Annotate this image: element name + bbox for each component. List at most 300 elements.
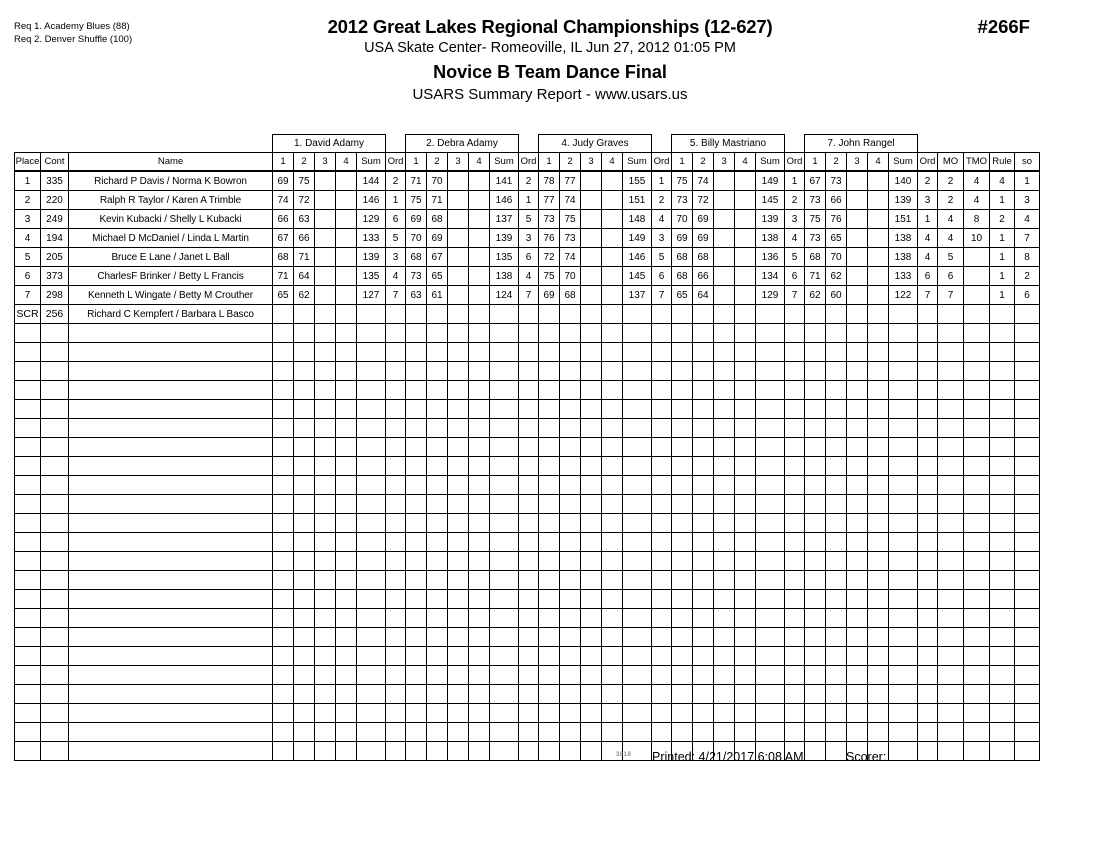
- cell-empty: [294, 685, 315, 704]
- cell-j1-sum: 129: [357, 210, 386, 229]
- cell-empty: [273, 438, 294, 457]
- cell-place: 1: [15, 171, 41, 191]
- cell-empty: [1015, 476, 1040, 495]
- cell-empty: [714, 609, 735, 628]
- cell-empty: [69, 666, 273, 685]
- cell-j5-score3: [847, 171, 868, 191]
- table-row-empty[interactable]: [15, 514, 1040, 533]
- table-row-empty[interactable]: [15, 495, 1040, 514]
- cell-empty: [826, 609, 847, 628]
- table-row-empty[interactable]: [15, 723, 1040, 742]
- cell-empty: [560, 495, 581, 514]
- cell-empty: [918, 362, 938, 381]
- cell-empty: [560, 609, 581, 628]
- cell-empty: [15, 343, 41, 362]
- cell-empty: [693, 457, 714, 476]
- cell-j2-score3: [448, 248, 469, 267]
- requirement-line-2: Req 2. Denver Shuffle (100): [14, 33, 133, 45]
- cell-empty: [785, 609, 805, 628]
- cell-empty: [315, 400, 336, 419]
- judge-name-2: 2. Debra Adamy: [406, 135, 519, 153]
- cell-j1-score3: [315, 191, 336, 210]
- table-row-empty[interactable]: [15, 571, 1040, 590]
- cell-j5-score4: [868, 210, 889, 229]
- cell-empty: [714, 438, 735, 457]
- table-row-empty[interactable]: [15, 419, 1040, 438]
- table-row-empty[interactable]: [15, 362, 1040, 381]
- cell-name: Richard C Kempfert / Barbara L Basco: [69, 305, 273, 324]
- cell-j3-score3: [581, 191, 602, 210]
- cell-empty: [69, 533, 273, 552]
- printed-timestamp: Printed: 4/21/2017 6:08 AM: [652, 750, 804, 764]
- cell-empty: [785, 533, 805, 552]
- header-tmo: TMO: [964, 153, 990, 172]
- cell-empty: [918, 400, 938, 419]
- cell-name: Kenneth L Wingate / Betty M Crouther: [69, 286, 273, 305]
- cell-empty: [581, 590, 602, 609]
- cell-j2-score4: [469, 305, 490, 324]
- cell-empty: [623, 533, 652, 552]
- cell-empty: [41, 324, 69, 343]
- cell-empty: [889, 457, 918, 476]
- cell-empty: [315, 571, 336, 590]
- cell-empty: [427, 552, 448, 571]
- table-row-empty[interactable]: [15, 609, 1040, 628]
- cell-j3-score1: 76: [539, 229, 560, 248]
- cell-empty: [847, 647, 868, 666]
- cell-empty: [756, 628, 785, 647]
- cell-j3-score2: 77: [560, 171, 581, 191]
- table-row[interactable]: [15, 210, 1040, 229]
- cell-empty: [386, 666, 406, 685]
- cell-mo: 5: [938, 248, 964, 267]
- cell-empty: [889, 343, 918, 362]
- cell-j2-score3: [448, 267, 469, 286]
- cell-empty: [15, 742, 41, 761]
- cell-j1-score4: [336, 248, 357, 267]
- cell-empty: [315, 666, 336, 685]
- cell-empty: [918, 476, 938, 495]
- cell-empty: [805, 685, 826, 704]
- table-row[interactable]: [15, 305, 1040, 324]
- cell-empty: [469, 343, 490, 362]
- cell-empty: [519, 381, 539, 400]
- cell-empty: [490, 666, 519, 685]
- cell-empty: [735, 590, 756, 609]
- cell-empty: [964, 609, 990, 628]
- cell-mo: 6: [938, 267, 964, 286]
- header-j2-sum: Sum: [490, 153, 519, 172]
- cell-empty: [69, 438, 273, 457]
- cell-empty: [427, 609, 448, 628]
- cell-j3-ord: 4: [652, 210, 672, 229]
- cell-empty: [1015, 571, 1040, 590]
- cell-empty: [386, 457, 406, 476]
- cell-empty: [652, 723, 672, 742]
- cell-empty: [623, 723, 652, 742]
- table-row-empty[interactable]: [15, 590, 1040, 609]
- cell-empty: [519, 552, 539, 571]
- cell-empty: [735, 609, 756, 628]
- cell-empty: [273, 343, 294, 362]
- cell-empty: [69, 590, 273, 609]
- cell-empty: [805, 552, 826, 571]
- judge-name-4: 5. Billy Mastriano: [672, 135, 785, 153]
- cell-j2-score2: 71: [427, 191, 448, 210]
- cell-empty: [294, 343, 315, 362]
- cell-empty: [990, 533, 1015, 552]
- cell-empty: [539, 419, 560, 438]
- cell-empty: [889, 495, 918, 514]
- cell-j5-score1: 71: [805, 267, 826, 286]
- table-row-empty[interactable]: [15, 552, 1040, 571]
- cell-empty: [336, 381, 357, 400]
- cell-empty: [469, 362, 490, 381]
- cell-empty: [490, 476, 519, 495]
- report-subtitle: USARS Summary Report - www.usars.us: [412, 86, 688, 103]
- cell-cont: 220: [41, 191, 69, 210]
- cell-empty: [406, 723, 427, 742]
- table-row-empty[interactable]: [15, 324, 1040, 343]
- cell-empty: [964, 685, 990, 704]
- cell-empty: [805, 381, 826, 400]
- cell-j3-score4: [602, 286, 623, 305]
- cell-empty: [357, 419, 386, 438]
- cell-empty: [560, 723, 581, 742]
- cell-empty: [581, 438, 602, 457]
- cell-empty: [406, 381, 427, 400]
- cell-empty: [889, 400, 918, 419]
- cell-place: 3: [15, 210, 41, 229]
- table-row[interactable]: [15, 171, 1040, 191]
- cell-j3-score3: [581, 210, 602, 229]
- cell-empty: [735, 400, 756, 419]
- cell-empty: [386, 419, 406, 438]
- cell-empty: [519, 419, 539, 438]
- cell-rule: 4: [990, 171, 1015, 191]
- cell-empty: [672, 400, 693, 419]
- cell-empty: [519, 685, 539, 704]
- cell-empty: [714, 457, 735, 476]
- table-row-empty[interactable]: [15, 533, 1040, 552]
- cell-empty: [826, 362, 847, 381]
- cell-tmo: 8: [964, 210, 990, 229]
- cell-j4-sum: 149: [756, 171, 785, 191]
- cell-empty: [357, 571, 386, 590]
- cell-empty: [918, 666, 938, 685]
- cell-j2-ord: 1: [519, 191, 539, 210]
- cell-j1-sum: [357, 305, 386, 324]
- cell-j3-score2: [560, 305, 581, 324]
- cell-j2-score1: 70: [406, 229, 427, 248]
- cell-empty: [336, 571, 357, 590]
- cell-empty: [448, 590, 469, 609]
- header-name: Name: [69, 153, 273, 172]
- cell-empty: [847, 704, 868, 723]
- cell-empty: [602, 704, 623, 723]
- cell-empty: [448, 457, 469, 476]
- cell-empty: [581, 704, 602, 723]
- cell-empty: [490, 647, 519, 666]
- cell-empty: [315, 343, 336, 362]
- cell-empty: [69, 514, 273, 533]
- cell-j5-score1: 73: [805, 229, 826, 248]
- cell-empty: [448, 419, 469, 438]
- header-j5-3: 3: [847, 153, 868, 172]
- cell-empty: [519, 457, 539, 476]
- cell-j4-sum: 134: [756, 267, 785, 286]
- cell-j2-score4: [469, 267, 490, 286]
- header-j5-1: 1: [805, 153, 826, 172]
- cell-j5-score4: [868, 305, 889, 324]
- header-j1-4: 4: [336, 153, 357, 172]
- cell-empty: [41, 590, 69, 609]
- table-row-empty[interactable]: [15, 628, 1040, 647]
- cell-empty: [69, 685, 273, 704]
- cell-empty: [735, 476, 756, 495]
- table-row-empty[interactable]: [15, 647, 1040, 666]
- cell-empty: [519, 647, 539, 666]
- cell-empty: [490, 552, 519, 571]
- cell-empty: [539, 647, 560, 666]
- cell-empty: [519, 609, 539, 628]
- cell-empty: [15, 685, 41, 704]
- cell-empty: [1015, 533, 1040, 552]
- cell-j3-score4: [602, 191, 623, 210]
- cell-j2-score2: 65: [427, 267, 448, 286]
- cell-empty: [652, 666, 672, 685]
- cell-empty: [406, 438, 427, 457]
- cell-j3-score2: 68: [560, 286, 581, 305]
- cell-empty: [41, 514, 69, 533]
- cell-empty: [964, 628, 990, 647]
- table-row[interactable]: [15, 191, 1040, 210]
- cell-empty: [652, 476, 672, 495]
- table-row[interactable]: [15, 248, 1040, 267]
- cell-empty: [964, 495, 990, 514]
- cell-empty: [785, 552, 805, 571]
- cell-empty: [990, 571, 1015, 590]
- cell-j4-score1: 70: [672, 210, 693, 229]
- cell-empty: [15, 571, 41, 590]
- cell-empty: [672, 666, 693, 685]
- cell-empty: [756, 685, 785, 704]
- table-row-empty[interactable]: [15, 666, 1040, 685]
- cell-empty: [581, 324, 602, 343]
- cell-empty: [826, 438, 847, 457]
- cell-empty: [918, 628, 938, 647]
- table-row-empty[interactable]: [15, 704, 1040, 723]
- cell-name: Ralph R Taylor / Karen A Trimble: [69, 191, 273, 210]
- cell-empty: [69, 362, 273, 381]
- cell-empty: [990, 647, 1015, 666]
- cell-empty: [889, 723, 918, 742]
- cell-j2-ord: 6: [519, 248, 539, 267]
- cell-empty: [735, 419, 756, 438]
- table-row-empty[interactable]: [15, 400, 1040, 419]
- cell-empty: [519, 628, 539, 647]
- cell-empty: [386, 552, 406, 571]
- cell-empty: [623, 666, 652, 685]
- table-row-empty[interactable]: [15, 438, 1040, 457]
- cell-empty: [652, 609, 672, 628]
- cell-empty: [602, 571, 623, 590]
- cell-empty: [406, 628, 427, 647]
- cell-j1-score1: 67: [273, 229, 294, 248]
- cell-empty: [693, 647, 714, 666]
- report-header: [0, 16, 1100, 105]
- cell-empty: [805, 571, 826, 590]
- header-j5-sum: Sum: [889, 153, 918, 172]
- cell-empty: [273, 362, 294, 381]
- table-row[interactable]: [15, 267, 1040, 286]
- cell-j1-score1: 68: [273, 248, 294, 267]
- cell-empty: [785, 419, 805, 438]
- cell-empty: [519, 362, 539, 381]
- cell-empty: [990, 609, 1015, 628]
- cell-empty: [990, 476, 1015, 495]
- cell-empty: [41, 666, 69, 685]
- cell-empty: [756, 609, 785, 628]
- cell-empty: [294, 457, 315, 476]
- cell-empty: [406, 343, 427, 362]
- cell-empty: [918, 552, 938, 571]
- cell-empty: [623, 704, 652, 723]
- cell-empty: [964, 419, 990, 438]
- cell-empty: [964, 666, 990, 685]
- cell-empty: [581, 362, 602, 381]
- table-row-empty[interactable]: [15, 476, 1040, 495]
- cell-empty: [847, 628, 868, 647]
- cell-empty: [990, 343, 1015, 362]
- cell-empty: [735, 685, 756, 704]
- cell-empty: [448, 438, 469, 457]
- cell-empty: [560, 343, 581, 362]
- cell-j1-score4: [336, 191, 357, 210]
- cell-empty: [406, 742, 427, 761]
- cell-empty: [273, 571, 294, 590]
- cell-empty: [357, 381, 386, 400]
- cell-empty: [581, 514, 602, 533]
- cell-empty: [560, 590, 581, 609]
- cell-empty: [315, 704, 336, 723]
- table-row[interactable]: [15, 286, 1040, 305]
- cell-empty: [336, 666, 357, 685]
- cell-j1-sum: 133: [357, 229, 386, 248]
- cell-j5-score1: [805, 305, 826, 324]
- cell-empty: [735, 514, 756, 533]
- cell-empty: [756, 495, 785, 514]
- cell-j4-score1: 68: [672, 248, 693, 267]
- cell-empty: [406, 362, 427, 381]
- table-row-empty[interactable]: [15, 343, 1040, 362]
- cell-empty: [69, 495, 273, 514]
- cell-empty: [756, 400, 785, 419]
- cell-empty: [273, 609, 294, 628]
- cell-empty: [889, 628, 918, 647]
- cell-empty: [41, 609, 69, 628]
- cell-empty: [672, 628, 693, 647]
- cell-empty: [448, 514, 469, 533]
- cell-empty: [714, 590, 735, 609]
- cell-empty: [448, 400, 469, 419]
- cell-j4-score4: [735, 305, 756, 324]
- cell-empty: [581, 628, 602, 647]
- cell-empty: [756, 704, 785, 723]
- cell-j5-score4: [868, 229, 889, 248]
- cell-j2-score2: 68: [427, 210, 448, 229]
- cell-empty: [964, 343, 990, 362]
- cell-empty: [847, 514, 868, 533]
- cell-empty: [427, 400, 448, 419]
- cell-empty: [519, 495, 539, 514]
- table-row[interactable]: [15, 229, 1040, 248]
- cell-empty: [918, 438, 938, 457]
- cell-name: Kevin Kubacki / Shelly L Kubacki: [69, 210, 273, 229]
- cell-j3-score2: 74: [560, 248, 581, 267]
- cell-place: SCR: [15, 305, 41, 324]
- cell-j1-score3: [315, 171, 336, 191]
- cell-empty: [756, 723, 785, 742]
- cell-j5-score1: 62: [805, 286, 826, 305]
- cell-empty: [469, 533, 490, 552]
- cell-empty: [964, 571, 990, 590]
- cell-j5-ord: 3: [918, 191, 938, 210]
- cell-empty: [273, 742, 294, 761]
- cell-empty: [602, 666, 623, 685]
- cell-j4-score3: [714, 286, 735, 305]
- cell-j1-score2: 62: [294, 286, 315, 305]
- cell-j5-score3: [847, 286, 868, 305]
- cell-empty: [15, 552, 41, 571]
- cell-empty: [693, 438, 714, 457]
- title-row: [0, 16, 1100, 38]
- cell-empty: [602, 609, 623, 628]
- cell-empty: [868, 609, 889, 628]
- table-row-empty[interactable]: [15, 457, 1040, 476]
- cell-empty: [357, 514, 386, 533]
- cell-empty: [714, 419, 735, 438]
- table-row-empty[interactable]: [15, 685, 1040, 704]
- cell-empty: [406, 647, 427, 666]
- cell-empty: [672, 514, 693, 533]
- cell-empty: [315, 685, 336, 704]
- cell-empty: [714, 343, 735, 362]
- cell-j5-score2: 65: [826, 229, 847, 248]
- cell-empty: [938, 628, 964, 647]
- cell-j1-score4: [336, 210, 357, 229]
- cell-empty: [652, 704, 672, 723]
- cell-rule: 1: [990, 248, 1015, 267]
- cell-empty: [990, 495, 1015, 514]
- cell-empty: [427, 533, 448, 552]
- cell-empty: [448, 742, 469, 761]
- cell-empty: [1015, 343, 1040, 362]
- cell-empty: [406, 514, 427, 533]
- cell-empty: [469, 476, 490, 495]
- cell-empty: [15, 324, 41, 343]
- cell-empty: [406, 324, 427, 343]
- cell-j3-score3: [581, 267, 602, 286]
- table-row-empty[interactable]: [15, 381, 1040, 400]
- cell-empty: [357, 362, 386, 381]
- cell-empty: [490, 400, 519, 419]
- cell-empty: [918, 742, 938, 761]
- cell-empty: [469, 590, 490, 609]
- header-j3-3: 3: [581, 153, 602, 172]
- cell-empty: [294, 324, 315, 343]
- cell-empty: [469, 647, 490, 666]
